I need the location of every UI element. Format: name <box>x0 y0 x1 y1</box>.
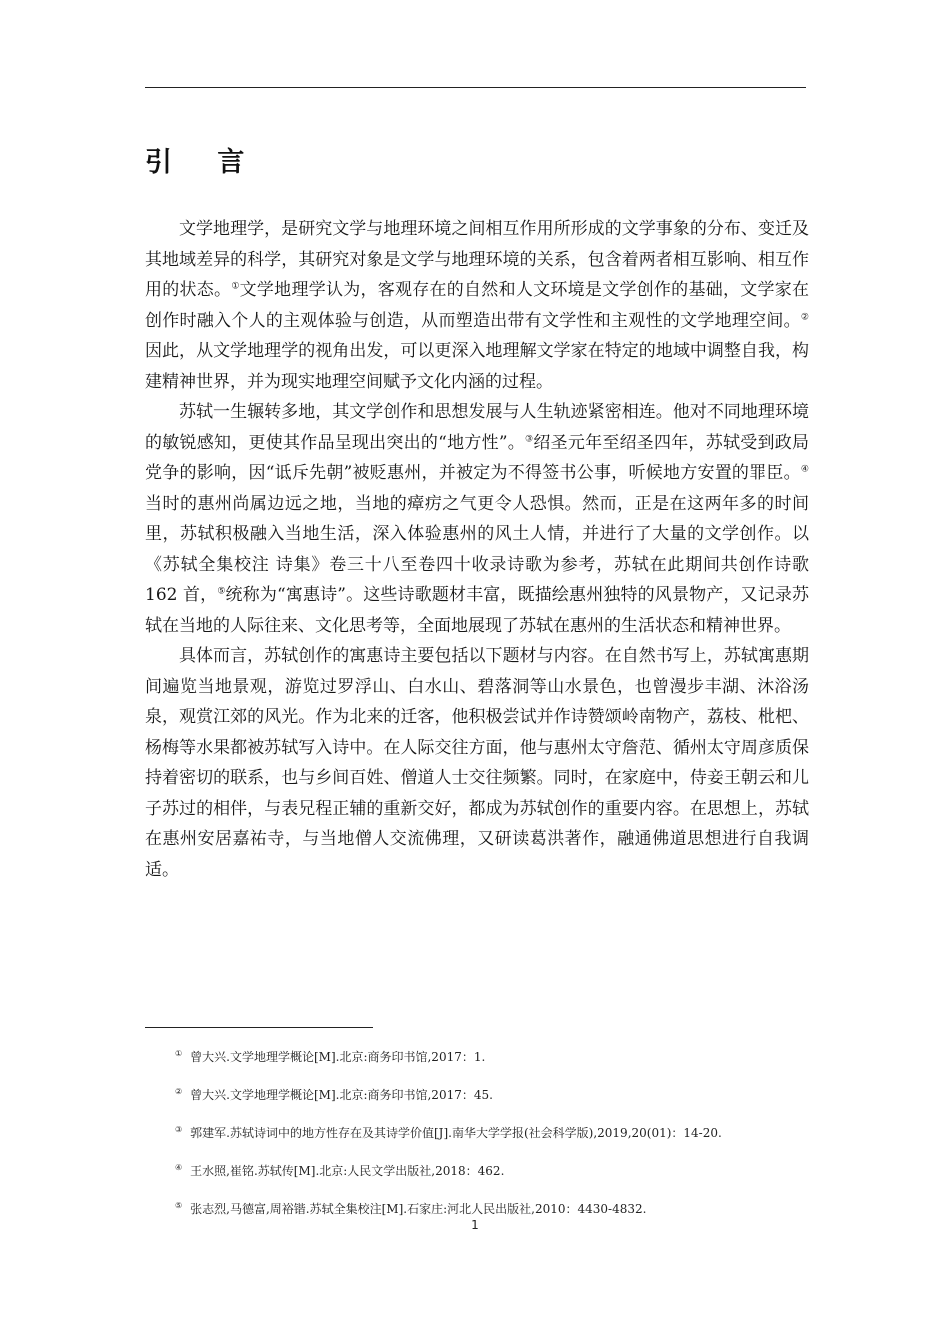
footnotes <box>145 1045 809 1235</box>
footnote-marker: ⑤ <box>175 1201 183 1210</box>
paragraph-text: 当时的惠州尚属边远之地，当地的瘴疠之气更令人恐惧。然而，正是在这两年多的时间里，苏轼积极融入当地生活，深入体验惠州的风土人情，并进行了大量的文学创作。以《苏轼全集校注 诗集》卷三十八至卷四十收录诗歌为参考，苏轼在此期间共创作诗歌 162 首， <box>145 493 809 605</box>
footnote-ref: ③ <box>525 433 534 444</box>
footnote-text: 郭建军.苏轼诗词中的地方性存在及其诗学价值[J].南华大学学报(社会科学版),2019,20(01)：14-20. <box>190 1126 722 1140</box>
footnote-marker: ① <box>175 1049 183 1058</box>
paragraph-text: 因此，从文学地理学的视角出发，可以更深入地理解文学家在特定的地域中调整自我，构建精神世界，并为现实地理空间赋予文化内涵的过程。 <box>145 341 809 392</box>
footnote-marker: ② <box>175 1087 183 1096</box>
footnote-marker: ③ <box>175 1125 183 1134</box>
paragraph-2 <box>145 397 809 641</box>
footnote-text: 王水照,崔铭.苏轼传[M].北京:人民文学出版社,2018：462. <box>190 1164 505 1178</box>
paragraph-1 <box>145 214 809 397</box>
paragraph-text: 苏轼一生辗转多地，其文学创作和思想发展与人生轨迹紧密相连。他对不同地理环境的敏锐感知，更使其作品呈现出突出的“地方性”。 <box>145 402 809 453</box>
body-text <box>145 214 809 885</box>
footnote-1 <box>145 1045 809 1069</box>
footnote-text: 张志烈,马德富,周裕锴.苏轼全集校注[M].石家庄:河北人民出版社,2010：4430-4832. <box>190 1202 647 1216</box>
paragraph-text: 统称为“寓惠诗”。这些诗歌题材丰富，既描绘惠州独特的风景物产，又记录苏轼在当地的人际往来、文化思考等，全面地展现了苏轼在惠州的生活状态和精神世界。 <box>145 585 809 636</box>
footnote-marker: ④ <box>175 1163 183 1172</box>
footnote-ref: ② <box>800 311 809 322</box>
section-heading: 引 言 <box>145 147 263 178</box>
footnote-ref: ① <box>231 281 240 292</box>
header-rule <box>145 87 806 88</box>
footnote-4 <box>145 1159 809 1183</box>
footnote-separator <box>145 1027 373 1028</box>
paragraph-text: 文学地理学认为，客观存在的自然和人文环境是文学创作的基础，文学家在创作时融入个人的主观体验与创造，从而塑造出带有文学性和主观性的文学地理空间。 <box>145 280 810 331</box>
paragraph-3 <box>145 641 809 885</box>
footnote-text: 曾大兴.文学地理学概论[M].北京:商务印书馆,2017：1. <box>190 1050 486 1064</box>
paragraph-text: 文学地理学，是研究文学与地理环境之间相互作用所形成的文学事象的分布、变迁及其地域差异的科学，其研究对象是文学与地理环境的关系，包含着两者相互影响、相互作用的状态。 <box>145 219 809 300</box>
footnote-text: 曾大兴.文学地理学概论[M].北京:商务印书馆,2017：45. <box>190 1088 493 1102</box>
footnote-2 <box>145 1083 809 1107</box>
page-number: 1 <box>471 1218 479 1232</box>
paragraph-text: 具体而言，苏轼创作的寓惠诗主要包括以下题材与内容。在自然书写上，苏轼寓惠期间遍览当地景观，游览过罗浮山、白水山、碧落洞等山水景色，也曾漫步丰湖、沐浴汤泉，观赏江郊的风光。作为北来的迁客，他积极尝试并作诗赞颂岭南物产，荔枝、枇杷、杨梅等水果都被苏轼写入诗中。在人际交往方面，他与惠州太守詹范、循州太守周彦质保持着密切的联系，也与乡间百姓、僧道人士交往频繁。同时，在家庭中，侍妾王朝云和儿子苏过的相伴，与表兄程正辅的重新交好，都成为苏轼创作的重要内容。在思想上，苏轼在惠州安居嘉祐寺，与当地僧人交流佛理，又研读葛洪著作，融通佛道思想进行自我调适。 <box>145 646 809 880</box>
footnote-ref: ⑤ <box>217 586 226 597</box>
footnote-ref: ④ <box>800 464 809 475</box>
footnote-3 <box>145 1121 809 1145</box>
paragraph-text: 绍圣元年至绍圣四年，苏轼受到政局党争的影响，因“诋斥先朝”被贬惠州，并被定为不得签书公事，听候地方安置的罪臣。 <box>145 432 810 483</box>
